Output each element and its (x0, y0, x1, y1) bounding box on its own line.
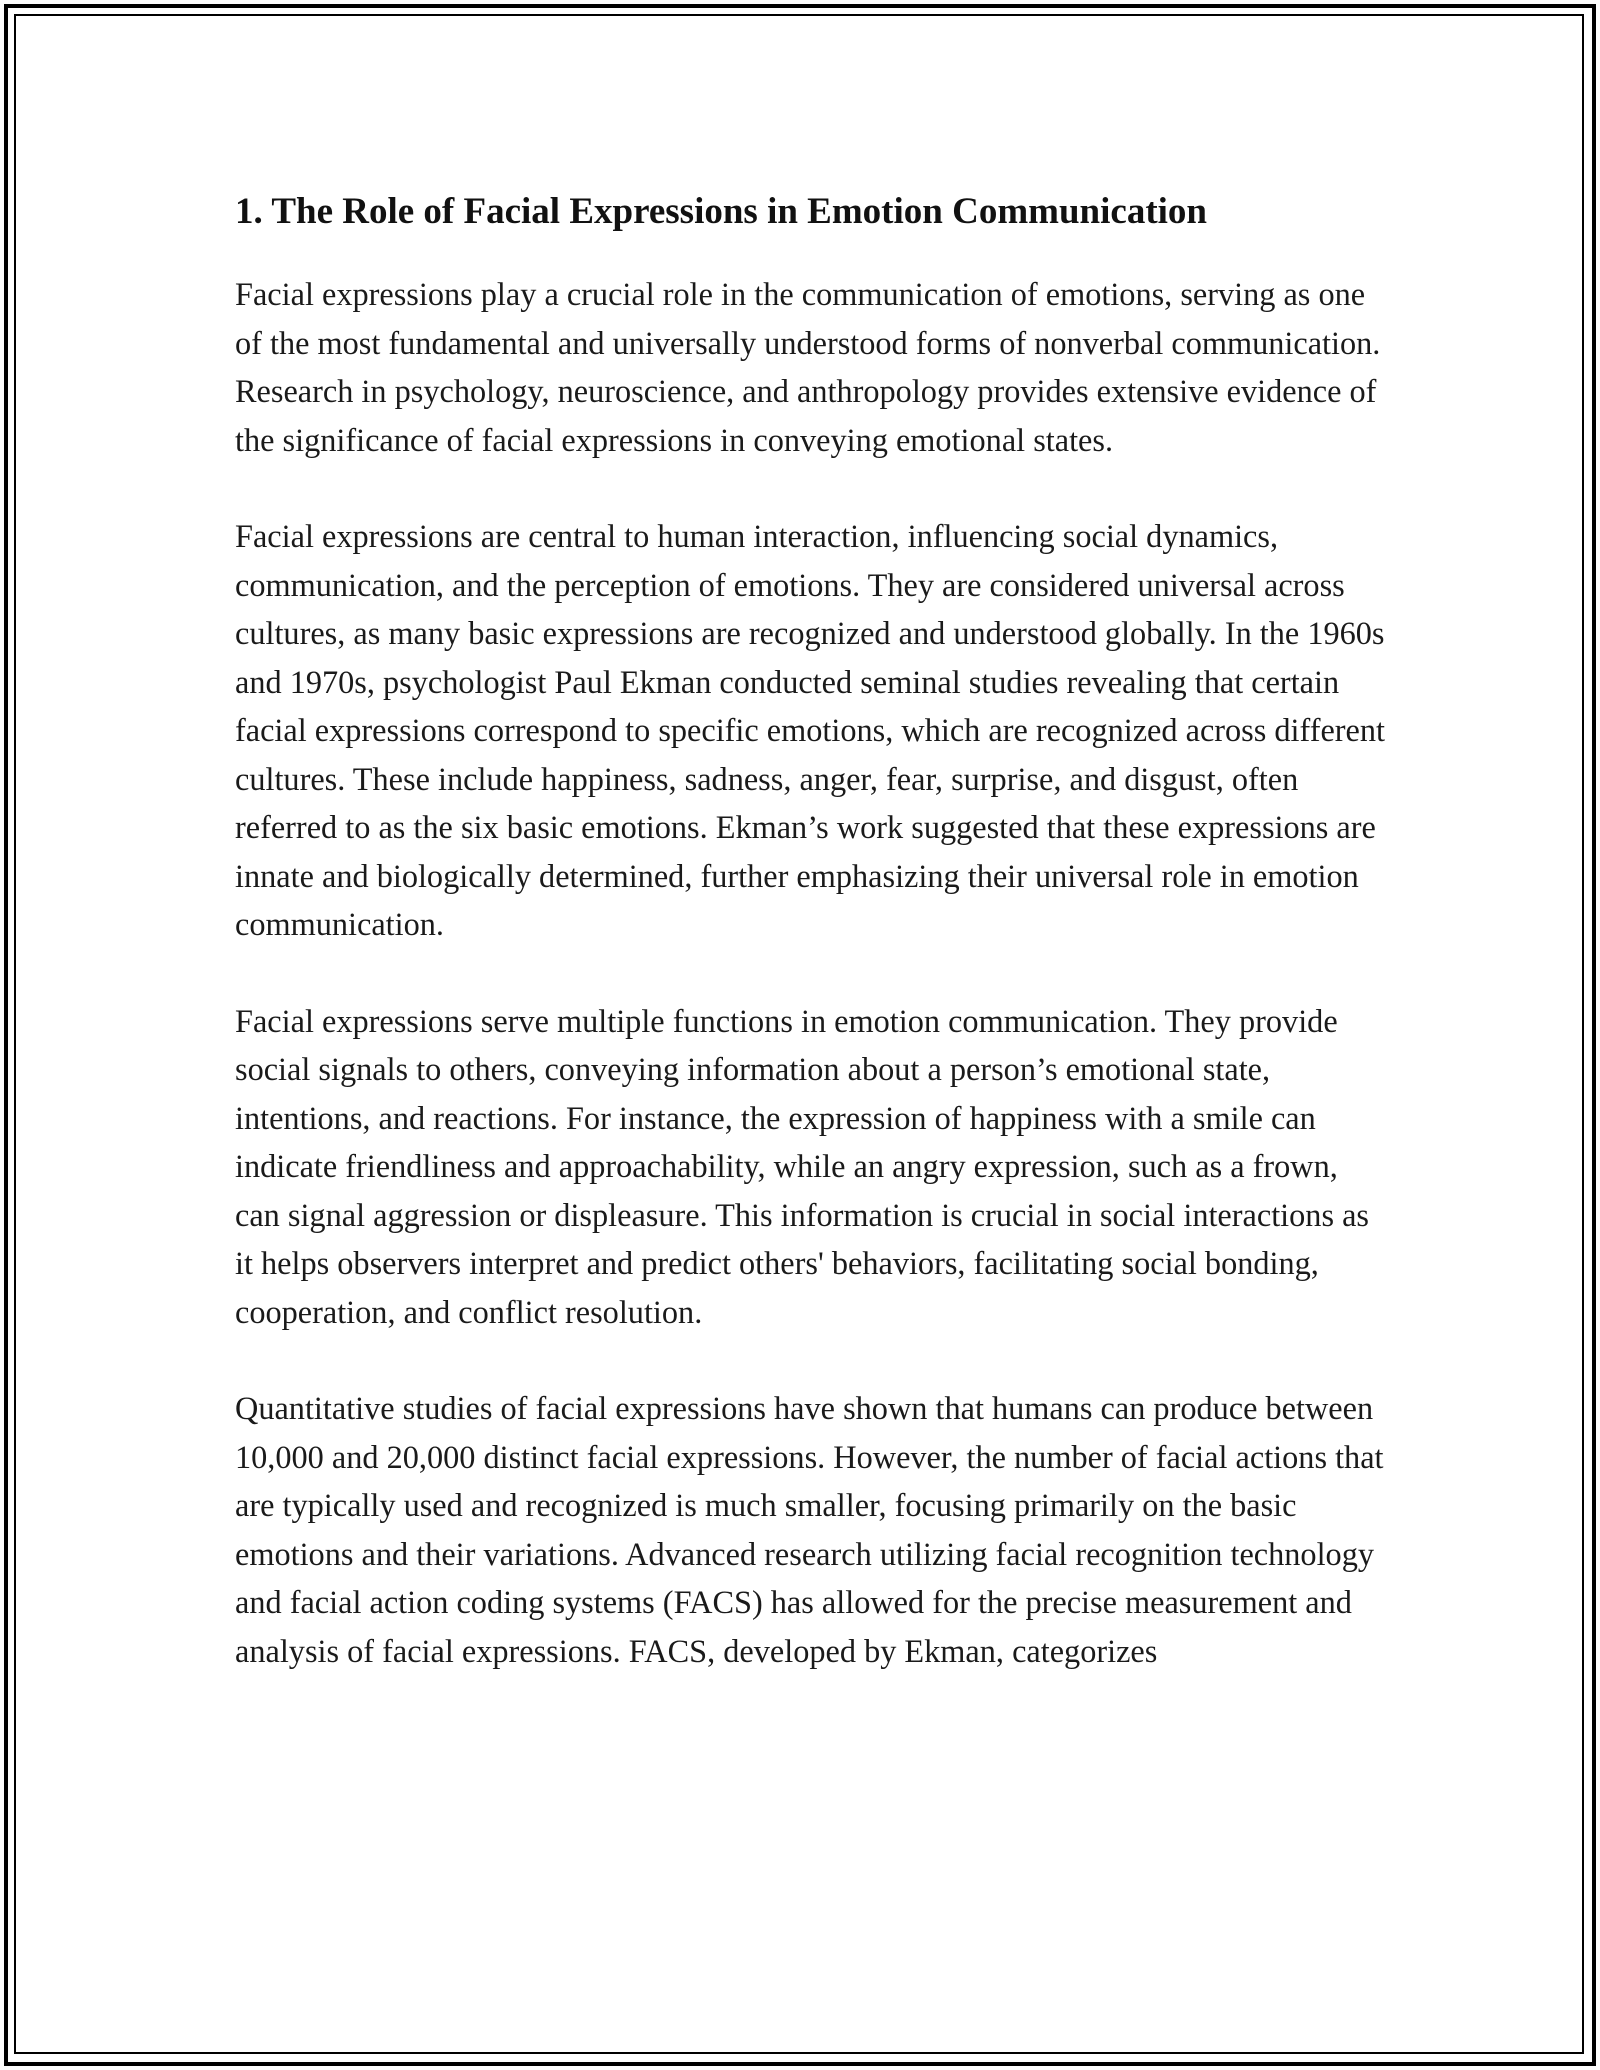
paragraph-3: Facial expressions serve multiple functions in emotion communication. They provide social signals to others, conveying information about a person’s emotional state, intentions, and reactions. For instance, the expression of happiness with a smile can indicate friendliness and approachability, while an angry expression, such as a frown, can signal aggression or displeasure. This information is crucial in social interactions as it helps observers interpret and predict others' behaviors, facilitating social bonding, cooperation, and conflict resolution. (235, 1002, 1369, 1330)
document-body (235, 182, 1385, 1723)
paragraph-1: Facial expressions play a crucial role in the communication of emotions, serving as one of the most fundamental and universally understood forms of nonverbal communication. Research in psychology, neuroscience, and anthropology provides extensive evidence of the significance of facial expressions in conveying emotional states. (235, 276, 1381, 458)
paragraph-2: Facial expressions are central to human interaction, influencing social dynamics, communication, and the perception of emotions. They are considered universal across cultures, as many basic expressions are recognized and understood globally. In the 1960s and 1970s, psychologist Paul Ekman conducted seminal studies revealing that certain facial expressions correspond to specific emotions, which are recognized across different cultures. These include happiness, sadness, anger, fear, surprise, and disgust, often referred to as the six basic emotions. Ekman’s work suggested that these expressions are innate and biologically determined, further emphasizing their universal role in emotion communication. (235, 518, 1385, 942)
paragraph-4: Quantitative studies of facial expressions have shown that humans can produce between 10,000 and 20,000 distinct facial expressions. However, the number of facial actions that are typically used and recognized is much smaller, focusing primarily on the basic emotions and their variations. Advanced research utilizing facial recognition technology and facial action coding systems (FACS) has allowed for the precise measurement and analysis of facial expressions. FACS, developed by Ekman, categorizes (235, 1390, 1384, 1669)
section-heading: 1. The Role of Facial Expressions in Emotion Communication (235, 191, 1208, 232)
